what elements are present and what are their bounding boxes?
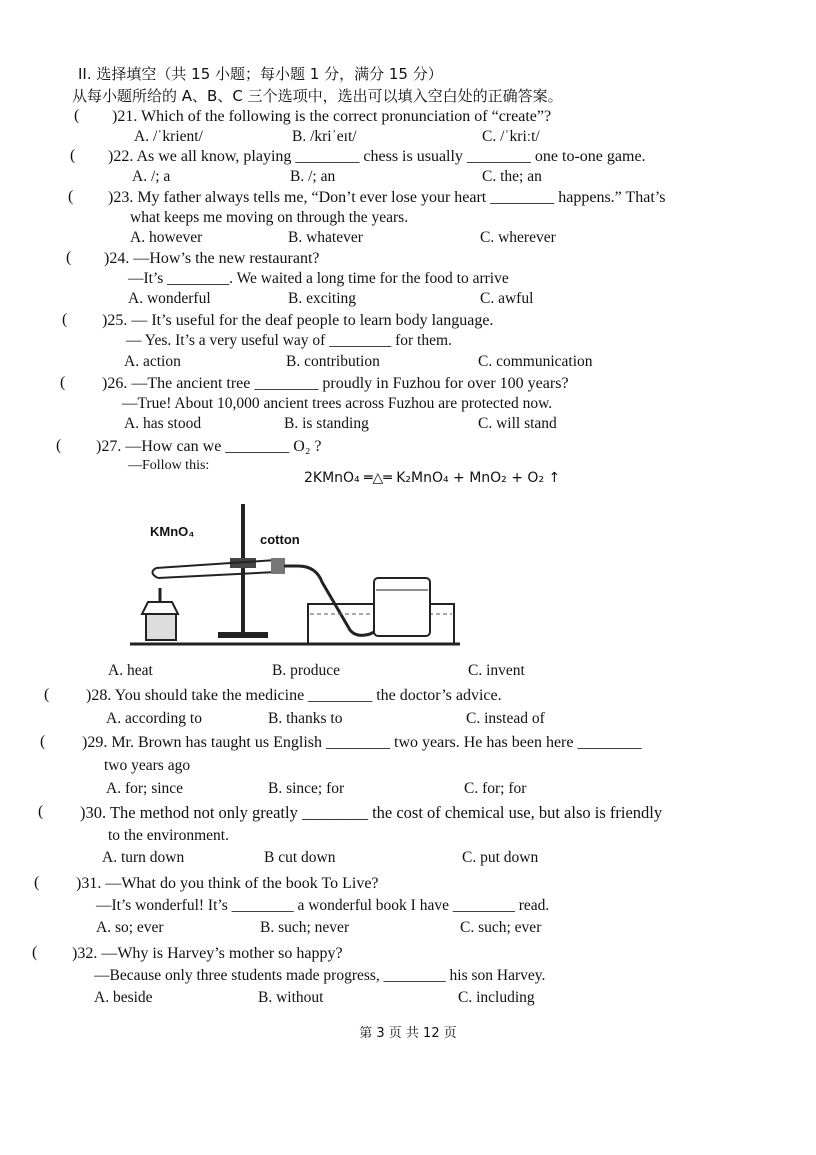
q25-option-a: A. action [124,353,181,370]
q30-option-c: C. put down [462,849,539,866]
apparatus-diagram [126,492,466,652]
q29-cont: two years ago [104,757,191,774]
q24-option-b: B. exciting [288,290,357,307]
q31-option-a: A. so; ever [96,919,164,936]
q21-option-c: C. /ˈkriːt/ [482,128,540,145]
q24-option-c: C. awful [480,290,534,307]
label-kmno4: KMnO₄ [150,524,195,539]
q32-stem: )32. —Why is Harvey’s mother so happy? [72,945,343,962]
q27-option-b: B. produce [272,662,341,679]
q27-option-a: A. heat [108,662,153,679]
answer-paren: ( [60,374,66,391]
label-cotton: cotton [260,532,300,547]
answer-paren: ( [38,803,44,820]
q32-option-b: B. without [258,989,324,1006]
q28-option-a: A. according to [106,710,202,727]
answer-paren: ( [34,874,40,891]
q21-option-b: B. /kriˈeɪt/ [292,128,357,145]
answer-paren: ( [44,686,50,703]
q29-option-a: A. for; since [106,780,184,797]
q32-cont: —Because only three students made progress, ________ his son Harvey. [94,967,546,984]
q27-equation: 2KMnO₄ ═△═ K₂MnO₄ + MnO₂ + O₂ ↑ [304,470,561,486]
q31-stem: )31. —What do you think of the book To Live? [76,875,379,892]
q27-stem: )27. —How can we ________ O₂ ? [96,438,322,455]
answer-paren: ( [74,107,80,124]
answer-paren: ( [40,733,46,750]
q30-stem: )30. The method not only greatly ________ the cost of chemical use, but also is friendly [80,803,663,822]
q22-option-b: B. /; an [290,168,336,185]
answer-paren: ( [66,249,72,266]
q26-option-a: A. has stood [124,415,202,432]
q21-stem: )21. Which of the following is the correct pronunciation of “create”? [112,108,552,125]
q25-option-b: B. contribution [286,353,380,370]
answer-paren: ( [32,944,38,961]
q28-stem: )28. You should take the medicine ________ the doctor’s advice. [86,687,502,704]
q27-option-c: C. invent [468,662,525,679]
answer-paren: ( [68,188,74,205]
q21-option-a: A. /ˈkrient/ [134,128,203,145]
q32-option-c: C. including [458,989,535,1006]
q24-stem: )24. —How’s the new restaurant? [104,250,320,267]
q32-option-a: A. beside [94,989,153,1006]
q30-option-b: B cut down [264,849,336,866]
page-number: 第 3 页 共 12 页 [359,1026,457,1041]
q26-cont: —True! About 10,000 ancient trees across Fuzhou are protected now. [122,395,553,412]
q23-stem: )23. My father always tells me, “Don’t ever lose your heart ________ happens.” That’s [108,189,666,206]
q24-option-a: A. wonderful [128,290,211,307]
q22-option-c: C. the; an [482,168,542,185]
q26-option-c: C. will stand [478,415,557,432]
q28-option-b: B. thanks to [268,710,343,727]
q26-option-b: B. is standing [284,415,369,432]
q28-option-c: C. instead of [466,710,545,727]
q23-option-a: A. however [130,229,203,246]
answer-paren: ( [70,147,76,164]
q29-option-c: C. for; for [464,780,527,797]
answer-paren: ( [56,437,62,454]
q23-option-c: C. wherever [480,229,556,246]
q25-stem: )25. — It’s useful for the deaf people to learn body language. [102,312,494,329]
q31-option-c: C. such; ever [460,919,542,936]
q23-cont: what keeps me moving on through the years. [130,209,409,226]
q26-stem: )26. —The ancient tree ________ proudly in Fuzhou for over 100 years? [102,375,569,392]
q30-cont: to the environment. [108,827,229,844]
q24-cont: —It’s ________. We waited a long time for the food to arrive [128,270,509,287]
q30-option-a: A. turn down [102,849,185,866]
q22-stem: )22. As we all know, playing ________ chess is usually ________ one to-one game. [108,148,646,165]
answer-paren: ( [62,311,68,328]
q29-option-b: B. since; for [268,780,345,797]
q25-option-c: C. communication [478,353,593,370]
q27-cont: —Follow this: [128,458,210,473]
section-title: II. 选择填空（共 15 小题；每小题 1 分，满分 15 分） [78,65,443,83]
q23-option-b: B. whatever [288,229,363,246]
q31-option-b: B. such; never [260,919,350,936]
section-instruction: 从每小题所给的 A、B、C 三个选项中，选出可以填入空白处的正确答案。 [72,87,563,105]
q25-cont: — Yes. It’s a very useful way of ________ for them. [126,332,452,349]
q31-cont: —It’s wonderful! It’s ________ a wonderful book I have ________ read. [96,897,550,914]
q22-option-a: A. /; a [132,168,171,185]
q29-stem: )29. Mr. Brown has taught us English ________ two years. He has been here ________ [82,734,642,751]
